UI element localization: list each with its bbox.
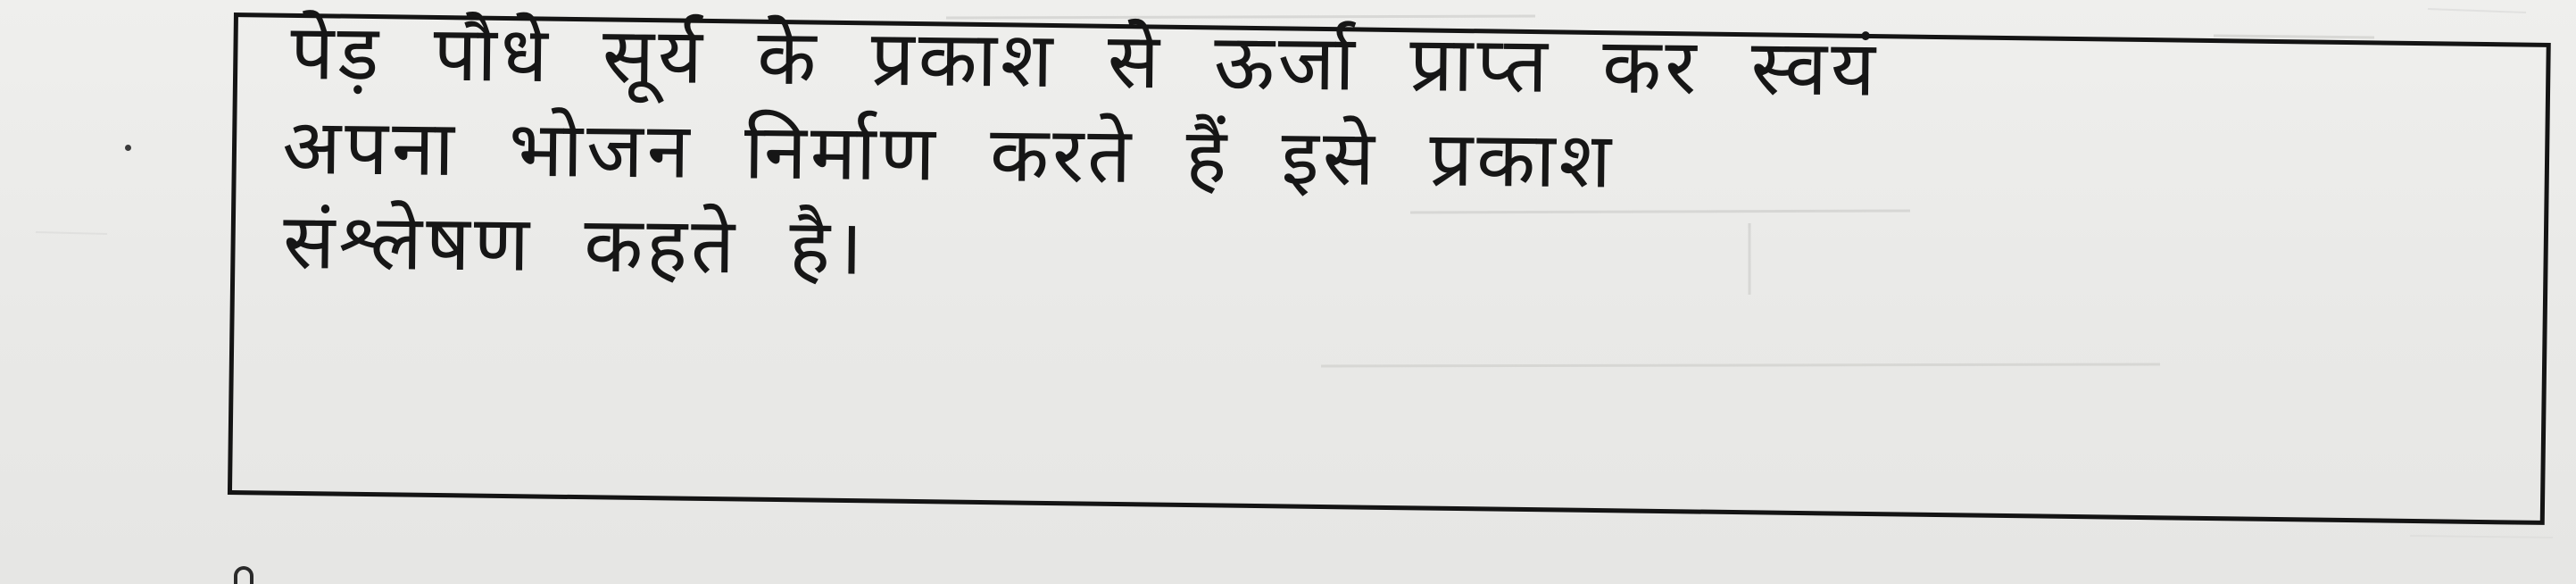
answer-line-2: अपना भोजन निर्माण करते हैं इसे प्रकाश	[281, 102, 1616, 206]
next-question-mark	[234, 566, 253, 584]
answer-line-3: संश्लेषण कहते है।	[282, 196, 868, 293]
margin-dot	[125, 145, 131, 151]
answer-line-1: पेड़ पौधे सूर्य के प्रकाश से ऊर्जा प्राप्त कर स्वयं	[289, 7, 1880, 114]
handwritten-answer-text	[281, 5, 2576, 313]
